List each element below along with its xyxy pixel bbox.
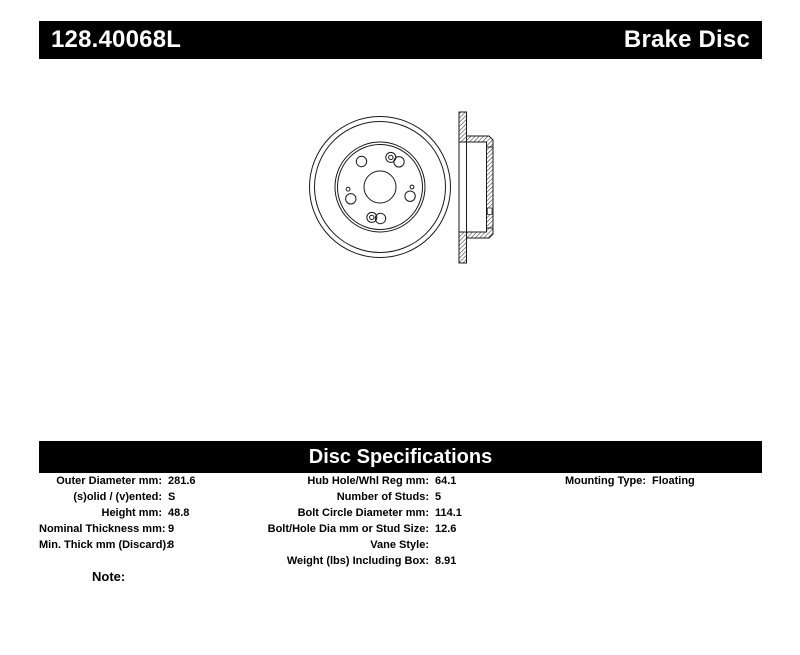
- spec-row-solid-vented: [39, 489, 196, 505]
- hat-mounting-flange-hatched: [487, 147, 494, 228]
- spec-label: Weight (lbs) Including Box:: [286, 555, 429, 567]
- spec-label: Nominal Thickness mm:: [39, 523, 166, 535]
- spec-label: Vane Style:: [370, 539, 429, 551]
- spec-row-bolt-hole-dia: [220, 521, 462, 537]
- spec-label: Mounting Type:: [564, 475, 646, 487]
- set-screw-holes: [367, 152, 396, 222]
- brake-disc-front-view: [310, 117, 451, 258]
- spec-section-title: Disc Specifications: [308, 445, 493, 468]
- cross-section-top-hatched: [459, 112, 493, 147]
- stud-hole: [346, 194, 356, 204]
- spec-section-header-bar: [39, 441, 762, 473]
- spec-label: Min. Thick mm (Discard):: [39, 539, 170, 551]
- spec-column-middle: [220, 473, 462, 569]
- spec-row-height: [39, 505, 196, 521]
- spec-row-hub-hole: [220, 473, 462, 489]
- stud-hole: [356, 156, 366, 166]
- spec-value: S: [168, 491, 176, 503]
- stud-holes: [346, 156, 416, 223]
- spec-value: 5: [435, 491, 442, 503]
- set-screw-hole-inner: [389, 155, 393, 159]
- spec-value: 8: [168, 539, 175, 551]
- spec-row-number-of-studs: [220, 489, 462, 505]
- spec-label: Number of Studs:: [336, 491, 429, 503]
- spec-value: Floating: [652, 475, 695, 487]
- spec-value: 48.8: [168, 507, 190, 519]
- balance-hole: [410, 185, 414, 189]
- spec-row-nominal-thickness: [39, 521, 196, 537]
- header-bar: [39, 21, 762, 59]
- balance-hole: [346, 187, 350, 191]
- spec-label: Bolt/Hole Dia mm or Stud Size:: [267, 523, 429, 535]
- spec-row-bolt-circle-diameter: [220, 505, 462, 521]
- spec-value: 9: [168, 523, 175, 535]
- spec-row-weight: [220, 553, 462, 569]
- disc-outer-edge-circle: [310, 117, 451, 258]
- spec-value: 8.91: [435, 555, 457, 567]
- spec-row-vane-style: [220, 537, 462, 553]
- disc-friction-edge-circle: [315, 122, 446, 253]
- spec-value: 12.6: [435, 523, 457, 535]
- spec-value: 281.6: [168, 475, 196, 487]
- product-title: Brake Disc: [623, 26, 750, 53]
- balance-holes: [346, 185, 414, 191]
- spec-row-mounting-type: [460, 473, 695, 489]
- cross-section-bottom-hatched: [459, 228, 493, 263]
- spec-row-outer-diameter: [39, 473, 196, 489]
- flange-notch: [487, 208, 492, 215]
- spec-column-right: [460, 473, 695, 489]
- brake-disc-technical-drawing: [295, 105, 505, 275]
- spec-label: Height mm:: [101, 507, 162, 519]
- spec-label: Hub Hole/Whl Reg mm:: [307, 475, 429, 487]
- set-screw-hole-outer: [386, 152, 396, 162]
- spec-label: Outer Diameter mm:: [56, 475, 162, 487]
- spec-label: Bolt Circle Diameter mm:: [297, 507, 429, 519]
- set-screw-hole-inner: [370, 215, 374, 219]
- spec-value: 114.1: [435, 507, 462, 519]
- spec-label: (s)olid / (v)ented:: [73, 491, 162, 503]
- center-hub-hole: [364, 171, 396, 203]
- spec-column-left: [39, 473, 196, 553]
- part-number: 128.40068L: [51, 26, 182, 53]
- spec-row-min-thick: [39, 537, 196, 553]
- brake-disc-cross-section: [459, 112, 493, 263]
- stud-hole: [405, 191, 415, 201]
- note-label: Note:: [92, 569, 126, 584]
- spec-value: 64.1: [435, 475, 457, 487]
